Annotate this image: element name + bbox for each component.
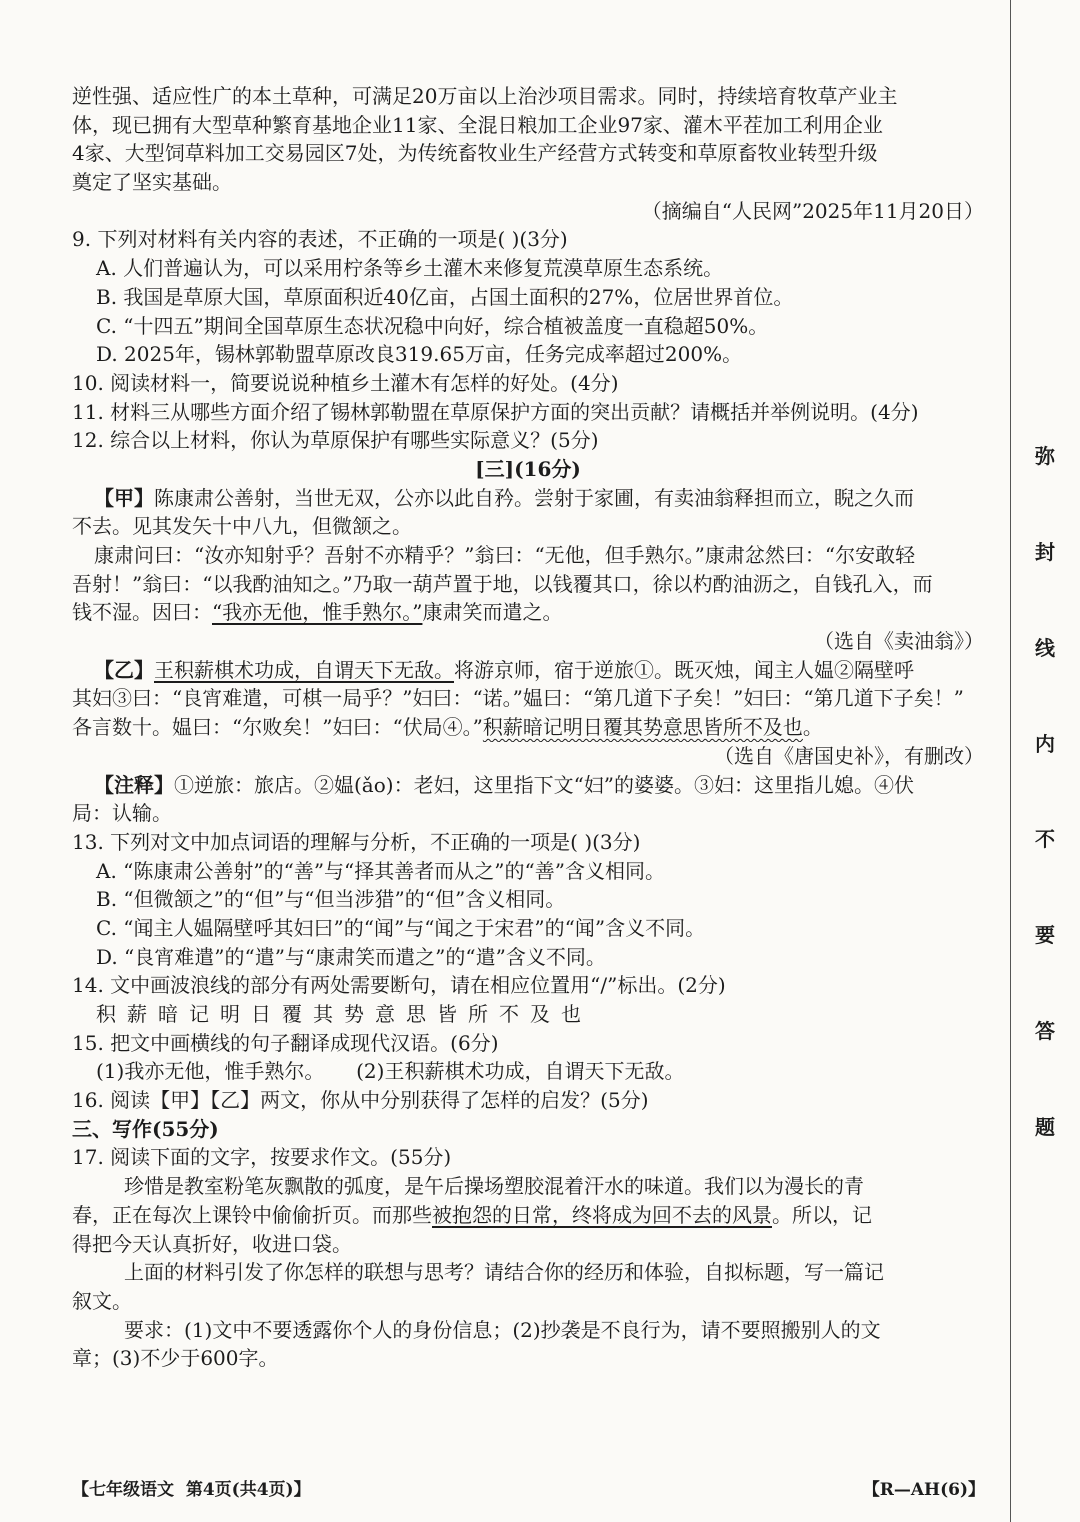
question-14-text: 积薪暗记明日覆其势意思皆所不及也 xyxy=(96,1002,592,1026)
question-16: 16. 阅读【甲】【乙】两文，你从中分别获得了怎样的启发？(5分) xyxy=(72,1088,649,1113)
jia-text: 钱不湿。因曰： xyxy=(72,600,212,625)
footer-right: 【R—AH(6)】 xyxy=(862,1480,985,1500)
underlined-phrase: 被抱怨的日常，终将成为回不去的风景 xyxy=(432,1202,772,1227)
binding-margin-notice xyxy=(1025,440,1065,1140)
question-9-stem: 9. 下列对材料有关内容的表述，不正确的一项是( )(3分) xyxy=(72,227,568,252)
seal-char: 要 xyxy=(1035,923,1055,948)
jia-line: 不去。见其发矢十中八九，但微颔之。 xyxy=(72,514,412,539)
question-15-stem: 15. 把文中画横线的句子翻译成现代汉语。(6分) xyxy=(72,1030,499,1055)
underlined-sentence-2: 王积薪棋术功成，自谓天下无敌。 xyxy=(154,657,454,682)
notes-line: 局：认输。 xyxy=(72,801,172,826)
material-source: （摘编自“人民网”2025年11月20日） xyxy=(641,198,984,223)
question-13-option-d: D. “良宵难遣”的“遣”与“康肃笑而遣之”的“遣”含义不同。 xyxy=(96,944,606,969)
question-9-option-d: D. 2025年，锡林郭勒盟草原改良319.65万亩，任务完成率超过200%。 xyxy=(96,342,743,367)
binding-line xyxy=(1010,0,1011,1522)
underlined-sentence-1: “我亦无他，惟手熟尔。” xyxy=(212,600,423,625)
jia-line xyxy=(72,598,984,627)
wavy-line-text: 积薪暗记明日覆其势意思皆所不及也 xyxy=(482,715,803,740)
writing-text: 春，正在每次上课铃中偷偷折页。而那些 xyxy=(72,1202,432,1227)
jia-label: 【甲】 xyxy=(94,485,154,510)
seal-char: 题 xyxy=(1035,1114,1055,1139)
seal-char: 封 xyxy=(1035,539,1055,564)
jia-line: 康肃问曰：“汝亦知射乎？吾射不亦精乎？”翁曰：“无他，但手熟尔。”康肃忿然曰：“尔安敢轻 xyxy=(94,543,916,567)
question-12: 12. 综合以上材料，你认为草原保护有哪些实际意义？(5分) xyxy=(72,428,599,453)
question-14-stem: 14. 文中画波浪线的部分有两处需要断句，请在相应位置用“/”标出。(2分) xyxy=(72,973,726,998)
material-line: 奠定了坚实基础。 xyxy=(72,170,232,195)
question-17-stem: 17. 阅读下面的文字，按要求作文。(55分) xyxy=(72,1145,452,1170)
writing-requirement-line: 要求：(1)文中不要透露你个人的身份信息；(2)抄袭是不良行为，请不要照搬别人的文 xyxy=(124,1317,881,1342)
seal-char: 不 xyxy=(1035,827,1055,852)
material-line: 体，现已拥有大型草种繁育基地企业11家、全混日粮加工企业97家、灌木平茬加工利用企业 xyxy=(72,112,883,137)
yi-line: 其妇③曰：“良宵难遣，可棋一局乎？”妇曰：“诺。”媪曰：“第几道下子矣！”妇曰：“第几道下子矣！” xyxy=(72,686,964,711)
material-line: 4家、大型饲草料加工交易园区7处，为传统畜牧业生产经营方式转变和草原畜牧业转型升级 xyxy=(72,141,878,166)
question-9-option-c: C. “十四五”期间全国草原生态状况稳中向好，综合植被盖度一直稳超50%。 xyxy=(96,313,769,338)
notes-label: 【注释】 xyxy=(94,772,174,797)
jia-text: 康肃笑而遣之。 xyxy=(422,600,563,625)
writing-prompt-line: 叙文。 xyxy=(72,1288,132,1313)
writing-prompt-line: 上面的材料引发了你怎样的联想与思考？请结合你的经历和体验，自拟标题，写一篇记 xyxy=(124,1260,884,1285)
yi-source: （选自《唐国史补》，有删改） xyxy=(714,743,984,768)
question-15-items: (1)我亦无他，惟手熟尔。 (2)王积薪棋术功成，自谓天下无敌。 xyxy=(96,1059,685,1084)
section-3-title: [三](16分) xyxy=(475,456,581,481)
yi-label: 【乙】 xyxy=(94,657,154,682)
question-13-stem: 13. 下列对文中加点词语的理解与分析，不正确的一项是( )(3分) xyxy=(72,829,641,854)
yi-text: 。 xyxy=(802,715,823,740)
writing-material-line xyxy=(72,1201,984,1230)
section-writing-title: 三、写作(55分) xyxy=(72,1116,219,1141)
jia-source: （选自《卖油翁》） xyxy=(814,629,984,654)
question-13-option-c: C. “闻主人媪隔壁呼其妇曰”的“闻”与“闻之于宋君”的“闻”含义不同。 xyxy=(96,915,706,940)
question-9-option-b: B. 我国是草原大国，草原面积近40亿亩，占国土面积的27%，位居世界首位。 xyxy=(96,284,794,309)
yi-text: 各言数十。媪曰：“尔败矣！”妇曰：“伏局④。” xyxy=(72,715,483,740)
question-13-option-b: B. “但微颔之”的“但”与“但当涉猎”的“但”含义相同。 xyxy=(96,887,566,912)
question-11: 11. 材料三从哪些方面介绍了锡林郭勒盟在草原保护方面的突出贡献？请概括并举例说明。(4分) xyxy=(72,399,919,424)
yi-line xyxy=(72,656,984,685)
notes-line xyxy=(72,771,984,800)
seal-char: 弥 xyxy=(1035,444,1055,468)
writing-text: 。所以，记 xyxy=(772,1202,872,1227)
question-9-option-a: A. 人们普遍认为，可以采用柠条等乡土灌木来修复荒漠草原生态系统。 xyxy=(96,256,724,281)
writing-requirement-line: 章；(3)不少于600字。 xyxy=(72,1346,279,1371)
material-line: 逆性强、适应性广的本土草种，可满足20万亩以上治沙项目需求。同时，持续培育牧草产业主 xyxy=(72,84,898,108)
jia-line: 吾射！”翁曰：“以我酌油知之。”乃取一葫芦置于地，以钱覆其口，徐以杓酌油沥之，自钱孔入，而 xyxy=(72,571,933,596)
main-content xyxy=(72,82,984,1373)
footer-left: 【七年级语文 第4页(共4页)】 xyxy=(72,1480,311,1500)
question-10: 10. 阅读材料一，简要说说种植乡土灌木有怎样的好处。(4分) xyxy=(72,370,619,395)
seal-char: 答 xyxy=(1035,1019,1055,1044)
yi-line xyxy=(72,713,984,742)
writing-material-line: 珍惜是教室粉笔灰飘散的弧度，是午后操场塑胶混着汗水的味道。我们以为漫长的青 xyxy=(124,1174,864,1199)
notes-text: ①逆旅：旅店。②媪(ǎo)：老妇，这里指下文“妇”的婆婆。③妇：这里指儿媳。④伏 xyxy=(174,772,915,797)
seal-char: 内 xyxy=(1035,731,1055,756)
question-13-option-a: A. “陈康肃公善射”的“善”与“择其善者而从之”的“善”含义相同。 xyxy=(96,858,665,883)
jia-line xyxy=(72,484,984,513)
writing-material-line: 得把今天认真折好，收进口袋。 xyxy=(72,1231,352,1256)
seal-char: 线 xyxy=(1035,635,1055,660)
jia-text: 陈康肃公善射，当世无双，公亦以此自矜。尝射于家圃，有卖油翁释担而立，睨之久而 xyxy=(154,485,914,510)
yi-text: 将游京师，宿于逆旅①。既灭烛，闻主人媪②隔壁呼 xyxy=(454,657,914,682)
page-footer xyxy=(72,1475,985,1505)
